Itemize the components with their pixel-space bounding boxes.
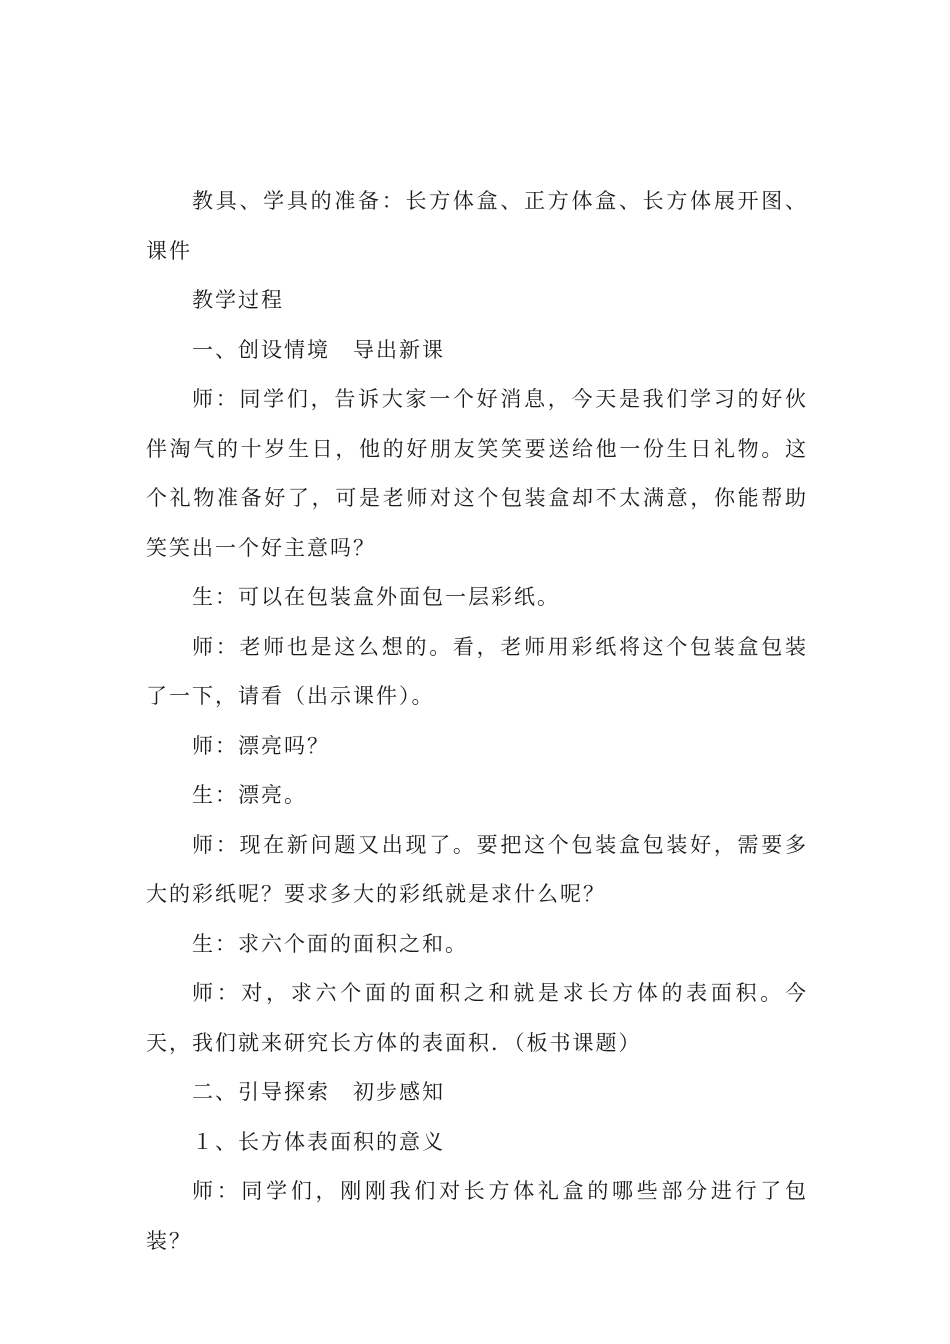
paragraph-teacher-2: 师：老师也是这么想的。看，老师用彩纸将这个包装盒包装了一下，请看（出示课件）。 (146, 634, 808, 708)
paragraph-teacher-intro: 师：同学们，告诉大家一个好消息，今天是我们学习的好伙伴淘气的十岁生日，他的好朋友笑笑要送给他一份生日礼物。这个礼物准备好了，可是老师对这个包装盒却不太满意，你能帮助笑笑出一个好主意吗？ (146, 387, 808, 560)
paragraph-teacher-6: 师：同学们，刚刚我们对长方体礼盒的哪些部分进行了包装？ (146, 1179, 808, 1253)
paragraph-teacher-3: 师：漂亮吗？ (192, 733, 330, 758)
heading-section-one: 一、创设情境 导出新课 (192, 337, 445, 362)
paragraph-materials: 教具、学具的准备：长方体盒、正方体盒、长方体展开图、课件 (146, 189, 808, 263)
paragraph-student-reply-2: 生：漂亮。 (192, 783, 307, 807)
paragraph-teacher-4: 师：现在新问题又出现了。要把这个包装盒包装好，需要多大的彩纸呢？要求多大的彩纸就是求什么呢？ (146, 832, 808, 906)
heading-subsection-one: １、长方体表面积的意义 (192, 1129, 445, 1154)
heading-section-two: 二、引导探索 初步感知 (192, 1080, 445, 1104)
paragraph-teacher-5: 师：对，求六个面的面积之和就是求长方体的表面积。今天，我们就来研究长方体的表面积．（板书课题） (146, 981, 808, 1055)
heading-teaching-process: 教学过程 (192, 288, 284, 312)
paragraph-student-reply-3: 生：求六个面的面积之和。 (192, 931, 468, 956)
document-body (146, 177, 808, 1266)
paragraph-student-reply-1: 生：可以在包装盒外面包一层彩纸。 (192, 585, 560, 609)
